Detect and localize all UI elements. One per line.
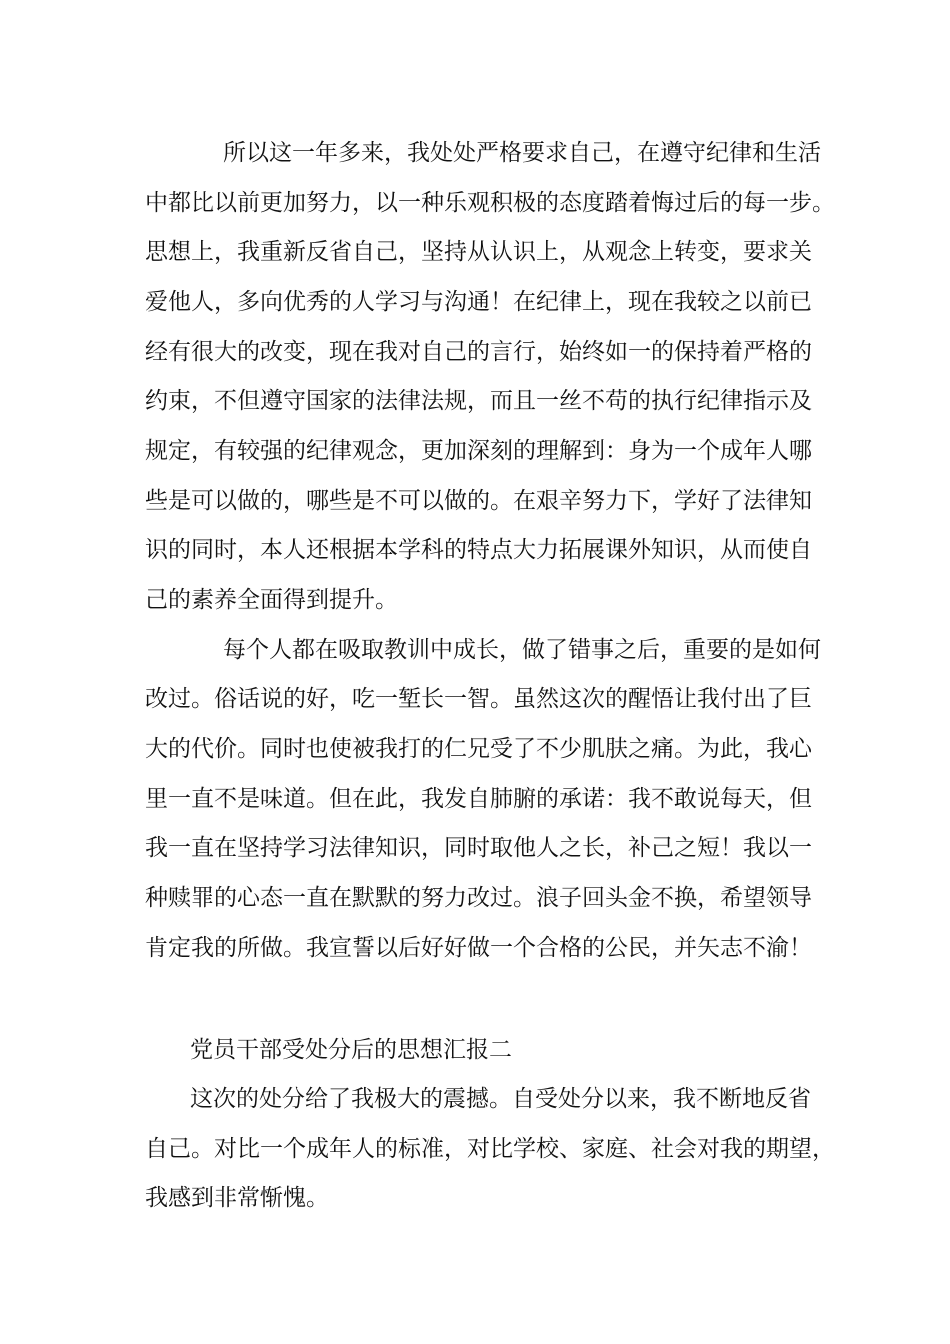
paragraph-1-line: 经有很大的改变，现在我对自己的言行，始终如一的保持着严格的 bbox=[145, 339, 812, 365]
paragraph-2-line: 大的代价。同时也使被我打的仁兄受了不少肌肤之痛。为此，我心 bbox=[145, 736, 812, 762]
paragraph-1-line: 己的素养全面得到提升。 bbox=[145, 587, 398, 613]
paragraph-2-line: 每个人都在吸取教训中成长，做了错事之后，重要的是如何 bbox=[223, 637, 821, 663]
paragraph-2-line: 我一直在坚持学习法律知识，同时取他人之长，补己之短！我以一 bbox=[145, 835, 812, 861]
paragraph-3-line: 自己。对比一个成年人的标准，对比学校、家庭、社会对我的期望， bbox=[145, 1136, 835, 1162]
paragraph-1-line: 识的同时，本人还根据本学科的特点大力拓展课外知识，从而使自 bbox=[145, 537, 812, 563]
paragraph-1-line: 中都比以前更加努力，以一种乐观积极的态度踏着悔过后的每一步。 bbox=[145, 190, 835, 216]
paragraph-2-line: 里一直不是味道。但在此，我发自肺腑的承诺：我不敢说每天，但 bbox=[145, 786, 812, 812]
paragraph-1-line: 思想上，我重新反省自己，坚持从认识上，从观念上转变，要求关 bbox=[145, 239, 812, 265]
paragraph-1-line: 约束，不但遵守国家的法律法规，而且一丝不苟的执行纪律指示及 bbox=[145, 388, 812, 414]
paragraph-1-line: 规定，有较强的纪律观念，更加深刻的理解到：身为一个成年人哪 bbox=[145, 438, 812, 464]
paragraph-1-line: 些是可以做的，哪些是不可以做的。在艰辛努力下，学好了法律知 bbox=[145, 488, 812, 514]
paragraph-2-line: 改过。俗话说的好，吃一堑长一智。虽然这次的醒悟让我付出了巨 bbox=[145, 686, 812, 712]
paragraph-2-line: 种赎罪的心态一直在默默的努力改过。浪子回头金不换，希望领导 bbox=[145, 885, 812, 911]
paragraph-3-line: 我感到非常惭愧。 bbox=[145, 1185, 329, 1211]
paragraph-2-line: 肯定我的所做。我宣誓以后好好做一个合格的公民，并矢志不渝！ bbox=[145, 935, 812, 961]
section-heading: 党员干部受处分后的思想汇报二 bbox=[190, 1037, 512, 1063]
paragraph-3-line: 这次的处分给了我极大的震撼。自受处分以来，我不断地反省 bbox=[190, 1086, 811, 1112]
paragraph-1-line: 爱他人，多向优秀的人学习与沟通！在纪律上，现在我较之以前已 bbox=[145, 289, 812, 315]
paragraph-1-line: 所以这一年多来，我处处严格要求自己，在遵守纪律和生活 bbox=[223, 140, 821, 166]
